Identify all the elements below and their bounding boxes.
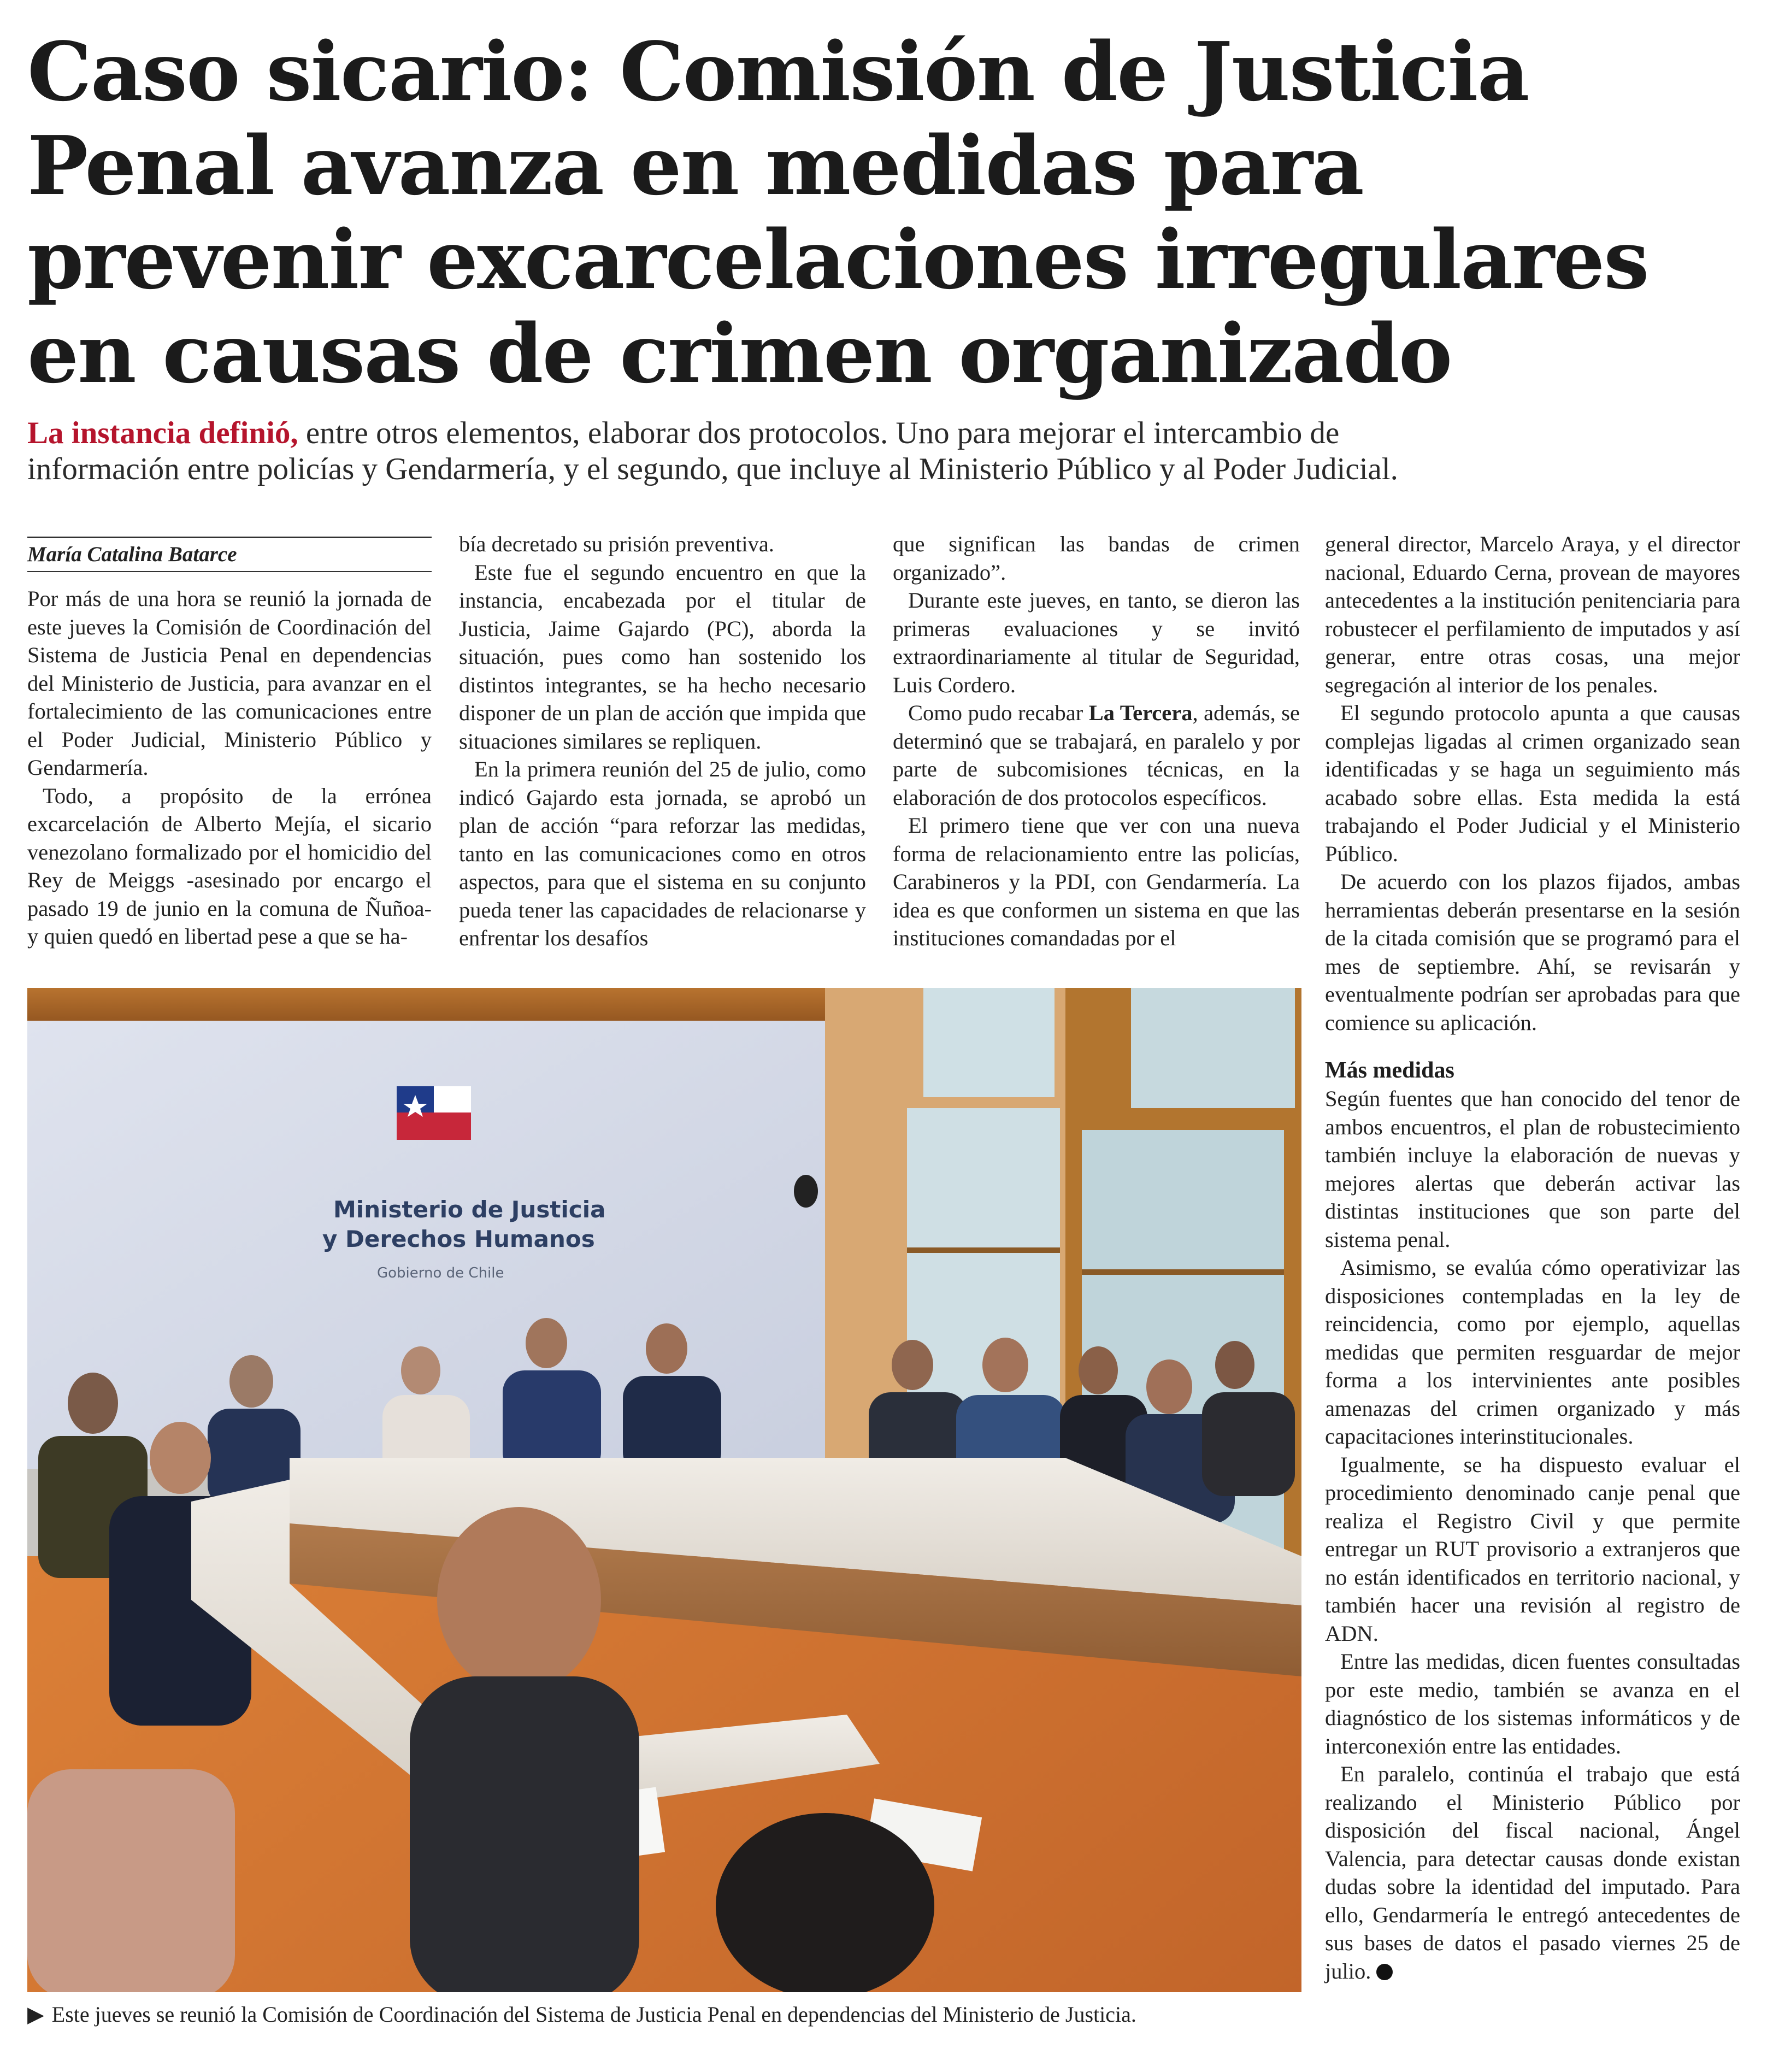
body-paragraph: general director, Marcelo Araya, y el director nacional, Eduardo Cerna, provean de mayores antecedentes a la institución penitenciaria para robustecer el perfilamiento de imputados y así generar, entre otras cosas, una mejor segregación al interior de los penales. [1325, 532, 1740, 697]
end-mark-icon [1376, 1964, 1393, 1980]
body-paragraph: que significan las bandas de crimen organizado”. [893, 532, 1300, 585]
body-paragraph: Según fuentes que han conocido del tenor de ambos encuentros, el plan de robustecimiento también incluye la elaboración de nuevas y mejores alertas que deberán activar las distintas instituciones que son parte del sistema penal. [1325, 1086, 1740, 1252]
body-column-1 [27, 585, 432, 951]
headline-line: Penal avanza en medidas para [27, 118, 1363, 213]
newspaper-name: La Tercera [1088, 701, 1193, 725]
body-paragraph: De acuerdo con los plazos fijados, ambas herramientas deberán presentarse en la sesión de la citada comisión que se programó para el mes de septiembre. Ahí, se revisarán y eventualmente podrían ser aprobadas para que comience su aplicación. [1325, 869, 1740, 1035]
headline-line: Caso sicario: Comisión de Justicia [27, 24, 1529, 119]
dek-line: información entre policías y Gendarmería, y el segundo, que incluye al Ministerio Público y al Poder Judicial. [27, 452, 1398, 486]
dek-text: entre otros elementos, elaborar dos protocolos. Uno para mejorar el intercambio de [298, 416, 1340, 450]
body-paragraph: El primero tiene que ver con una nueva forma de relacionamiento entre las policías, Carabineros y la PDI, con Gendarmería. La idea es que conformen un sistema en que las instituciones comandadas por el [893, 813, 1300, 950]
body-paragraph: Entre las medidas, dicen fuentes consultadas por este medio, también se avanza en el diagnóstico de los sistemas informáticos y de interconexión entre las entidades. [1325, 1649, 1740, 1758]
body-paragraph: Durante este jueves, en tanto, se dieron las primeras evaluaciones y se invitó extraordinariamente al titular de Seguridad, Luis Cordero. [893, 588, 1300, 697]
caption-text: Este jueves se reunió la Comisión de Coordinación del Sistema de Justicia Penal en dependencias del Ministerio de Justicia. [51, 2002, 1136, 2027]
dek-line [27, 415, 1765, 451]
ministry-logo-icon [397, 1086, 471, 1140]
dek-lead: La instancia definió, [27, 416, 298, 450]
body-paragraph: Este fue el segundo encuentro en que la instancia, encabezada por el titular de Justicia, Jaime Gajardo (PC), aborda la situación, pues como han sostenido los distintos integrantes, se ha hecho necesario disponer de un plan de acción que impida que situaciones similares se repliquen. [459, 560, 866, 754]
body-paragraph: En paralelo, continúa el trabajo que está realizando el Ministerio Público por disposición del fiscal nacional, Ángel Valencia, para detectar causas donde existan dudas sobre la identidad del imputado. Para ello, Gendarmería le entregó antecedentes de sus bases de datos el pasado viernes 25 de julio. [1325, 1762, 1740, 1983]
headline-line: en causas de crimen organizado [27, 306, 1452, 401]
body-column-2 [459, 530, 866, 952]
wall-title-line2: y Derechos Humanos [322, 1226, 595, 1252]
column-4-top [1325, 530, 1740, 1037]
subhead: Más medidas [1325, 1058, 1454, 1083]
body-paragraph: Igualmente, se ha dispuesto evaluar el procedimiento denominado canje penal que realiza el Registro Civil y que permite entregar un RUT provisorio a extranjeros que no están identificados en territorio nacional, y también hacer una revisión al registro de ADN. [1325, 1452, 1740, 1646]
body-column-3 [893, 530, 1300, 952]
wall-subtitle: Gobierno de Chile [377, 1265, 504, 1281]
body-paragraph: Como pudo recabar La Tercera, además, se determinó que se trabajará, en paralelo y por parte de subcomisiones técnicas, en la elaboración de dos protocolos específicos. [893, 701, 1300, 810]
body-paragraph: Todo, a propósito de la errónea excarcelación de Alberto Mejía, el sicario venezolano formalizado por el homicidio del Rey de Meiggs -asesinado por encargo el pasado 19 de junio en la comuna de Ñuñoa- y quien quedó en libertad pese a que se ha- [27, 783, 432, 949]
column-4-bottom [1325, 1085, 1740, 1985]
article-photo [27, 988, 1301, 1992]
body-paragraph: Por más de una hora se reunió la jornada de este jueves la Comisión de Coordinación del Sistema de Justicia Penal en dependencias del Ministerio de Justicia, para avanzar en el fortalecimiento de las comunicaciones entre el Poder Judicial, Ministerio Público y Gendarmería. [27, 586, 432, 780]
headline [27, 25, 1748, 401]
dek [27, 415, 1765, 487]
meeting-photo [27, 988, 1301, 1992]
photo-caption [27, 2001, 1306, 2028]
wall-title-line1: Ministerio de Justicia [333, 1196, 606, 1223]
caption-arrow-icon: ▶ [27, 2002, 44, 2027]
body-paragraph: En la primera reunión del 25 de julio, como indicó Gajardo esta jornada, se aprobó un plan de acción “para reforzar las medidas, tanto en las comunicaciones como en otros aspectos, para que el sistema en su conjunto pueda tener las capacidades de relacionarse y enfrentar los desafíos [459, 757, 866, 950]
byline: María Catalina Batarce [27, 537, 432, 572]
body-paragraph: bía decretado su prisión preventiva. [459, 532, 774, 556]
body-paragraph: El segundo protocolo apunta a que causas complejas ligadas al crimen organizado sean identificadas y se haga un seguimiento más acabado sobre ellas. Esta medida la está trabajando el Poder Judicial y el Ministerio Público. [1325, 701, 1740, 866]
body-column-4 [1325, 530, 1740, 1985]
body-paragraph: Asimismo, se evalúa cómo operativizar las disposiciones contempladas en la ley de reincidencia, como por ejemplo, aquellas medidas que permiten resguardar de mejor forma a los intervinientes ante posibles amenazas del crimen organizado y más capacitaciones interinstitucionales. [1325, 1255, 1740, 1449]
headline-line: prevenir excarcelaciones irregulares [27, 212, 1648, 307]
